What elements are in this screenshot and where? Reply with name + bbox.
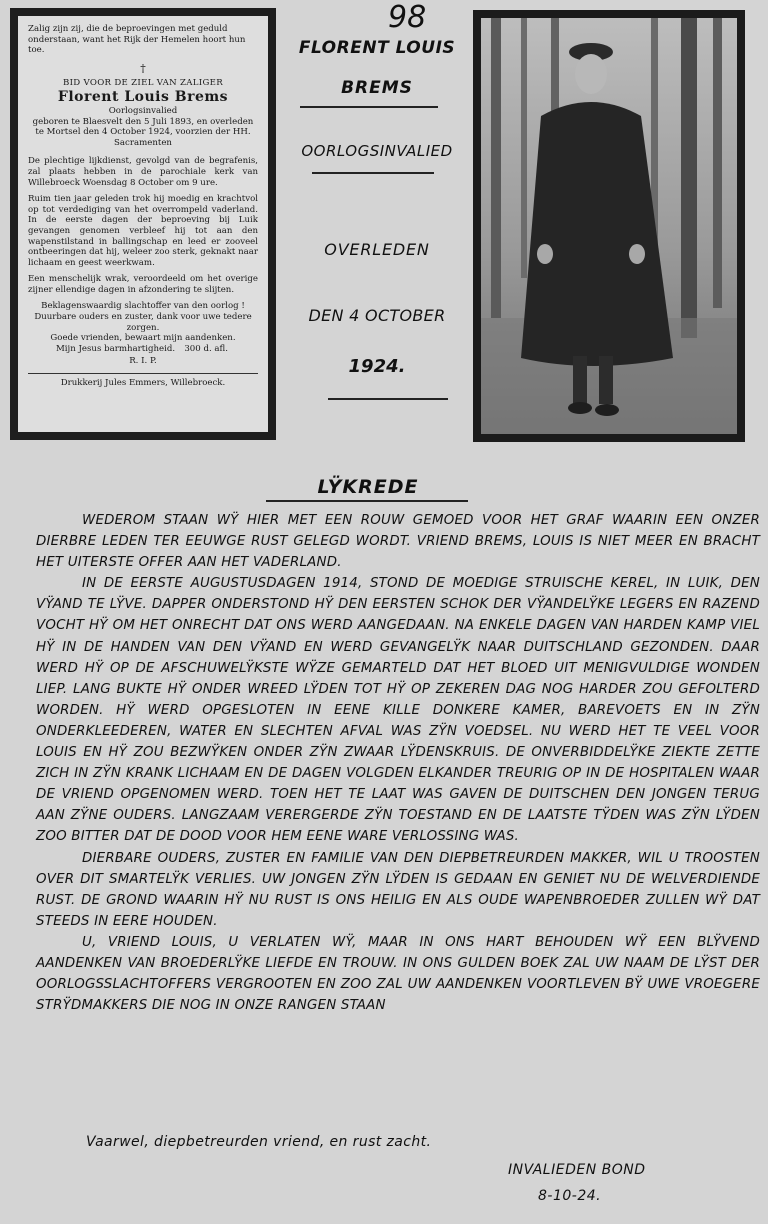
card-service-notice: De plechtige lijkdienst, gevolgd van de begrafenis, zal plaats hebben in de parochiale kerk van Willebroeck Woensdag 8 October om 9 ure. (28, 156, 258, 188)
eulogy-paragraph: U, VRIEND LOUIS, U VERLATEN WŸ, MAAR IN ONS HART BEHOUDEN WŸ EEN BLŸVEND AANDENKEN VAN BROEDERLŸKE LIEFDE EN TROUW. IN ONS GULDEN BOEK ZAL UW NAAM DE LŸST DER OORLOGSSLACHTOFFERS VERGROOTEN EN ZOO ZAL UW AANDENKEN VOORTLEVEN BŸ UWE VROEGERE STRŸDMAKKERS DIE NOG IN ONZE RANGEN STAAN (36, 934, 760, 1014)
card-prayer-row (28, 344, 258, 355)
title-died: OVERLEDEN (324, 240, 430, 259)
eulogy-heading: LŸKREDE (317, 476, 419, 498)
eulogy-signer: INVALIEDEN BOND (508, 1162, 646, 1178)
title-underline (328, 398, 448, 400)
eulogy-paragraph: WEDEROM STAAN WŸ HIER MET EEN ROUW GEMOED VOOR HET GRAF WAARIN EEN ONZER DIERBRE LEDEN TER EEUWGE RUST GELEGD WORDT. VRIEND BREMS, LOUIS IS NIET MEER EN BRACHT HET UITERSTE OFFER AAN HET VADERLAND. (36, 513, 760, 571)
card-wreck-line: Een menschelijk wrak, veroordeeld om het overige zijner ellendige dagen in afzondering te slijten. (28, 274, 258, 295)
title-name-line2: BREMS (341, 78, 413, 98)
eulogy-body (36, 510, 760, 1016)
title-role: OORLOGSINVALIED (301, 142, 453, 160)
card-rip: R. I. P. (129, 356, 157, 367)
portrait-soldier-icon (481, 18, 737, 434)
title-death-year: 1924. (348, 356, 406, 377)
eulogy-paragraph: IN DE EERSTE AUGUSTUSDAGEN 1914, STOND DE MOEDIGE STRUISCHE KEREL, IN LUIK, DEN VŸAND TE LŸVE. DAPPER ONDERSTOND HŸ DEN EERSTEN SCHOK DER VŸANDELŸKE LEGERS EN RAZEND VOCHT HŸ OM HET ONRECHT DAT ONS WERD AANGEDAAN. NA ENKELE DAGEN VAN HARDEN KAMP VIEL HŸ IN DE HANDEN VAN DEN VŸAND EN WERD GEVANGELŸK NAAR DUITSCHLAND GEZONDEN. DAAR WERD HŸ OP DE AFSCHUWELŸKSTE WŸZE GEMARTELD DAT HET BLOED UIT MENIGVULDIGE WONDEN LIEP. LANG BUKTE HŸ ONDER WREED LŸDEN TOT HŸ OP ZEKEREN DAG NOG HARDER ZOU GEFOLTERD WORDEN. HŸ WERD OPGESLOTEN IN EENE KILLE DONKERE KAMER, BAREVOETS EN IN ZŸN ONDERKLEEDEREN, WATER EN SLECHTEN AFVAL WAS ZŸN VOEDSEL. NU WERD HET TE VEEL VOOR LOUIS EN HŸ ZOU BEZWŸKEN ONDER ZŸN ZWAAR LŸDENSKRUIS. DE ONVERBIDDELŸKE ZIEKTE ZETTE ZICH IN ZŸN KRANK LICHAAM EN DE DAGEN VOLGDEN ELKANDER TREURIG OP IN DE HOSPITALEN WAAR DE VRIEND OPGENOMEN WERD. TOEN HET TE LAAT WAS GAVEN DE DUITSCHEN DEN JONGEN TERUG AAN ZŸNE OUDERS. LANGZAAM VERERGERDE ZŸN TOESTAND EN DE LAATSTE TŸDEN WAS ZŸN LŸDEN ZOO BITTER DAT DE DOOD VOOR HEM EENE WARE VERLOSSING WAS. (36, 576, 760, 845)
card-parents-line: Duurbare ouders en zuster, dank voor uwe tedere zorgen. (34, 312, 252, 333)
card-deceased-name: Florent Louis Brems (57, 88, 229, 105)
memorial-card (10, 8, 276, 440)
card-prayer: Mijn Jesus barmhartigheid. (56, 343, 176, 354)
eulogy-paragraph: DIERBARE OUDERS, ZUSTER EN FAMILIE VAN DEN DIEPBETREURDEN MAKKER, WIL U TROOSTEN OVER DIT SMARTELŸK VERLIES. UW JONGEN ZŸN LŸDEN IS GEDAAN EN GENIET NU DE WELVERDIENDE RUST. DE GROND WAARIN HŸ NU RUST IS ONS HEILIG EN ALS OUDE WAPENBROEDER ZULLEN WŸ DAT STEEDS IN EERE HOUDEN. (36, 850, 760, 929)
card-bid-line: BID VOOR DE ZIEL VAN ZALIGER (62, 78, 224, 89)
card-friends-line: Goede vrienden, bewaart mijn aandenken. (50, 333, 236, 344)
card-divider (28, 373, 258, 374)
card-indulgence: 300 d. afl. (184, 343, 228, 354)
eulogy-heading-underline (266, 500, 468, 502)
card-printer: Drukkerij Jules Emmers, Willebroeck. (60, 378, 226, 389)
page-number: 98 (388, 0, 427, 35)
memorial-card-content (18, 16, 268, 432)
title-death-date: DEN 4 OCTOBER (308, 306, 446, 325)
portrait-photo (473, 10, 745, 442)
eulogy-sign-date: 8-10-24. (538, 1188, 602, 1204)
eulogy-farewell: Vaarwel, diepbetreurden vriend, en rust zacht. (86, 1134, 432, 1150)
card-verse: Zalig zijn zij, die de beproevingen met geduld onderstaan, want het Rijk der Hemelen hoort hun toe. (28, 24, 246, 56)
title-name-line1: FLORENT LOUIS (298, 38, 456, 58)
title-underline (312, 172, 434, 174)
card-biography: Ruim tien jaar geleden trok hij moedig en krachtvol op tot verdediging van het overrompeld vaderland. In de eerste dagen der beproeving bij Luik gevangen genomen verbleef hij tot aan den wapenstilstand in ballingschap en leed er zooveel ontbeeringen dat hij, weleer zoo sterk, geknakt naar lichaam en geest weerkwam. (28, 194, 258, 268)
card-dates: geboren te Blaesvelt den 5 Juli 1893, en overleden te Mortsel den 4 October 1924, voorzien der HH. Sacramenten (32, 116, 254, 148)
card-deceased-title: Oorlogsinvalied (108, 105, 178, 116)
title-underline (300, 106, 438, 108)
card-pity-line: Beklagenswaardig slachtoffer van den oorlog ! (41, 301, 245, 312)
cross-icon: † (140, 61, 146, 75)
